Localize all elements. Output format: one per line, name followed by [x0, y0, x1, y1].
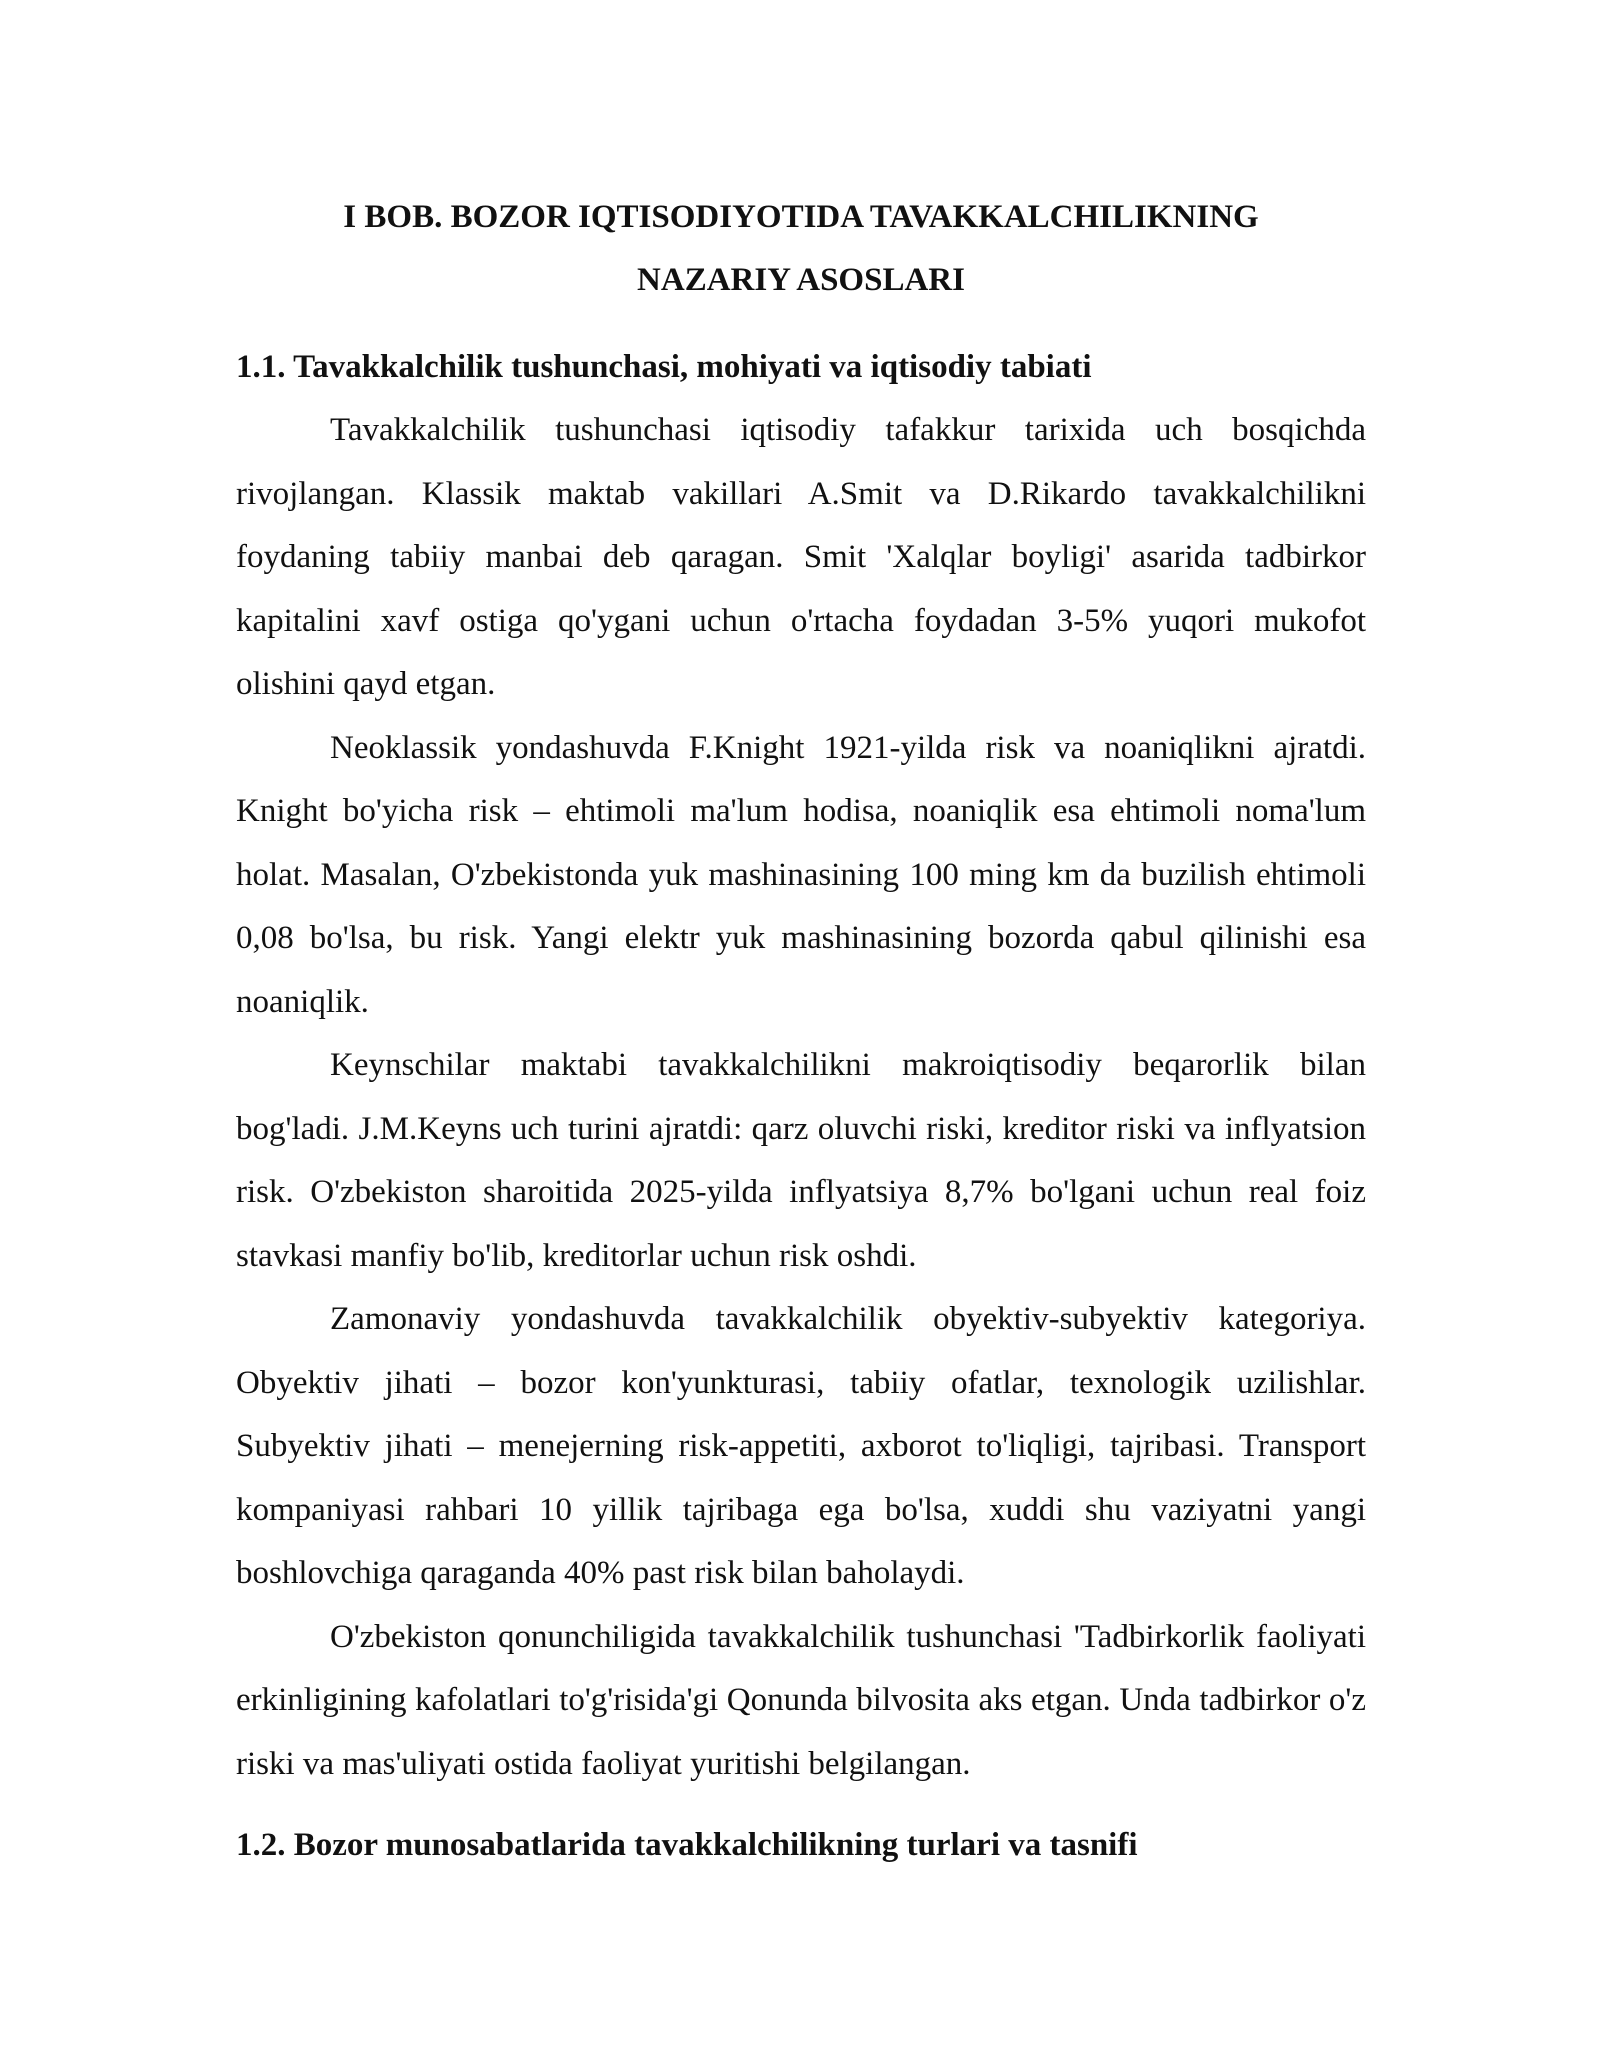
chapter-title: [236, 186, 1366, 312]
paragraph-3: Keynschilar maktabi tavakkalchilikni makroiqtisodiy beqarorlik bilan bog'ladi. J.M.Keyns uch turini ajratdi: qarz oluvchi riski, kreditor riski va inflyatsion risk. O'zbekiston sharoitida 2025-yilda inflyatsiya 8,7% bo'lgani uchun real foiz stavkasi manfiy bo'lib, kreditorlar uchun risk oshdi.: [236, 1047, 1366, 1274]
document-page: [236, 186, 1366, 1877]
chapter-title-line-2: NAZARIY ASOSLARI: [637, 262, 965, 298]
paragraph-1: Tavakkalchilik tushunchasi iqtisodiy tafakkur tarixida uch bosqichda rivojlangan. Klassik maktab vakillari A.Smit va D.Rikardo tavakkalchilikni foydaning tabiiy manbai deb qaragan. Smit 'Xalqlar boyligi' asarida tadbirkor kapitalini xavf ostiga qo'ygani uchun o'rtacha foydadan 3-5% yuqori mukofot olishini qayd etgan.: [236, 412, 1366, 702]
paragraph-4: Zamonaviy yondashuvda tavakkalchilik obyektiv-subyektiv kategoriya. Obyektiv jihati – bozor kon'yunkturasi, tabiiy ofatlar, texnologik uzilishlar. Subyektiv jihati – menejerning risk-appetiti, axborot to'liqligi, tajribasi. Transport kompaniyasi rahbari 10 yillik tajribaga ega bo'lsa, xuddi shu vaziyatni yangi boshlovchiga qaraganda 40% past risk bilan baholaydi.: [236, 1301, 1366, 1591]
section-heading-1-1: 1.1. Tavakkalchilik tushunchasi, mohiyati va iqtisodiy tabiati: [236, 349, 1092, 385]
paragraph-2: Neoklassik yondashuvda F.Knight 1921-yilda risk va noaniqlikni ajratdi. Knight bo'yicha risk – ehtimoli ma'lum hodisa, noaniqlik esa ehtimoli noma'lum holat. Masalan, O'zbekistonda yuk mashinasining 100 ming km da buzilish ehtimoli 0,08 bo'lsa, bu risk. Yangi elektr yuk mashinasining bozorda qabul qilinishi esa noaniqlik.: [236, 729, 1366, 1020]
section-heading-1-2: 1.2. Bozor munosabatlarida tavakkalchilikning turlari va tasnifi: [236, 1827, 1138, 1863]
paragraph-5: O'zbekiston qonunchiligida tavakkalchilik tushunchasi 'Tadbirkorlik faoliyati erkinligining kafolatlari to'g'risida'gi Qonunda bilvosita aks etgan. Unda tadbirkor o'z riski va mas'uliyati ostida faoliyat yuritishi belgilangan.: [236, 1618, 1366, 1782]
chapter-title-line-1: I BOB. BOZOR IQTISODIYOTIDA TAVAKKALCHILIKNING: [343, 199, 1259, 235]
